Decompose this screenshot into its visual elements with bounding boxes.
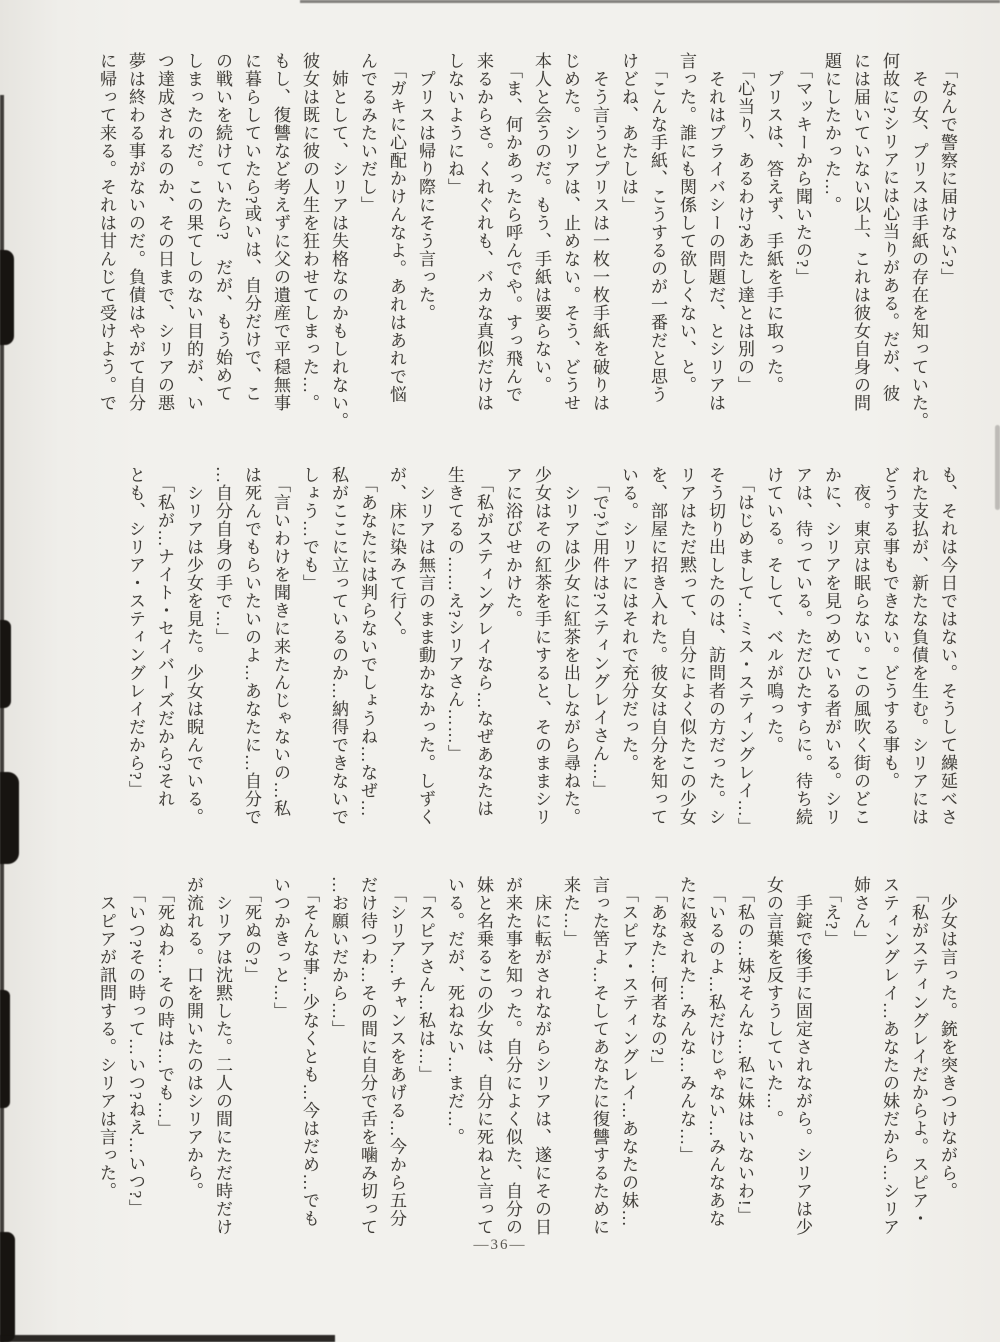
text-column: リアはただ黙って、自分によく似たこの少女 <box>677 466 696 826</box>
text-column: 夜。東京は眠らない。この風吹く街のどこ <box>851 466 870 826</box>
text-column: しまったのだ。この果てしのない目的が、い <box>184 52 203 412</box>
text-column: に暮らしていたら?或いは、自分だけで、こ <box>242 52 261 403</box>
text-column: 「私がスティングレイなら…なぜあなたは <box>474 466 493 818</box>
scan-artifact-blob <box>0 772 19 864</box>
text-column: 「いるのよ…私だけじゃない…みんなあな <box>706 876 725 1228</box>
text-column: とも、シリア・スティングレイだから?」 <box>126 466 145 799</box>
text-column: たに殺された…みんな…みんな…」 <box>677 876 696 1164</box>
text-column: …自分自身の手で…」 <box>213 466 232 646</box>
text-column: 「シリア…チャンスをあげる…今から五分 <box>387 876 406 1228</box>
text-column: けている。そして、ベルが鳴った。 <box>764 466 783 754</box>
text-column: いる。だが、死ねない…まだ…。 <box>445 876 464 1146</box>
text-column: それはプライバシーの問題だ、とシリアは <box>706 52 725 412</box>
text-column: いつかきっと…」 <box>271 876 290 1020</box>
text-column: 少女は言った。銃を突きつけながら。 <box>938 876 957 1200</box>
text-column: 「いつ?その時って…いつ?ねえ…いつ?」 <box>126 876 145 1218</box>
text-column: しないようにね」 <box>445 52 464 196</box>
text-column: シリアは少女を見た。少女は睨んでいる。 <box>184 466 203 826</box>
text-column: 「あなた…何者なの?」 <box>648 876 667 1075</box>
text-column: 夢は終わる事がないのだ。負債はやがて自分 <box>126 52 145 412</box>
text-column: 来るからさ。くれぐれも、バカな真似だけは <box>474 52 493 412</box>
text-column: 「はじめまして…ミス・スティングレイ…」 <box>735 466 754 836</box>
text-column: 「私が…ナイト・セイバーズだから?それ <box>155 466 174 809</box>
text-column: 「死ぬわ…その時は…でも…」 <box>155 876 174 1138</box>
text-column: スティングレイ…あなたの妹だから…シリア <box>880 876 899 1236</box>
text-column: れた支払が、新たな負債を生む。シリアには <box>909 466 928 826</box>
text-column: 「マッキーから聞いたの?」 <box>793 52 812 287</box>
scan-artifact-right-edge <box>995 425 1000 510</box>
scan-artifact-blob <box>0 250 14 345</box>
text-column: 「あなたには判らないでしょうね…なぜ… <box>358 466 377 818</box>
text-column: は死んでもらいたいのよ…あなたに…自分で <box>242 466 261 826</box>
text-column: 「ま、何かあったら呼んでや。すっ飛んで <box>503 52 522 404</box>
text-column: シリアは少女に紅茶を出しながら尋ねた。 <box>561 466 580 826</box>
text-column: けどね、あたしは」 <box>619 52 638 214</box>
text-block-bottom <box>92 876 962 1280</box>
text-column: だけ待つわ…その間に自分で舌を噛み切って <box>358 876 377 1236</box>
text-column: 「私がスティングレイだからよ。スピア・ <box>909 876 928 1228</box>
text-column: シリアは無言のまま動かなかった。しずく <box>416 466 435 826</box>
text-column: 妹と名乗るこの少女は、自分に死ねと言って <box>474 876 493 1236</box>
text-column: アは、待っている。ただひたすらに。待ち続 <box>793 466 812 826</box>
text-column: 床に転がされながらシリアは、遂にその日 <box>532 876 551 1236</box>
text-column: が流れる。口を開いたのはシリアから。 <box>184 876 203 1200</box>
text-column: 生きてるの……え?シリアさん……」 <box>445 466 464 763</box>
scan-artifact-bottom-edge <box>0 1335 335 1342</box>
text-block-top <box>92 52 962 456</box>
text-column: じめた。シリアは、止めない。そう、どうせ <box>561 52 580 412</box>
scan-artifact-blob <box>0 990 10 1108</box>
text-column: そう言うとプリスは一枚一枚手紙を破りは <box>590 52 609 412</box>
text-column: そう切り出したのは、訪問者の方だった。シ <box>706 466 725 826</box>
text-column: つ達成されるのか、その日まで、シリアの悪 <box>155 52 174 412</box>
text-column: 本人と会うのだ。もう、手紙は要らない。 <box>532 52 551 394</box>
text-column: 「スピア・スティングレイ…あなたの妹… <box>619 876 638 1228</box>
text-column: プリスは、答えず、手紙を手に取った。 <box>764 52 783 394</box>
text-column: 「ガキに心配かけんなよ。あれはあれで悩 <box>387 52 406 404</box>
text-column: 言った筈よ…そしてあなたに復讐するために <box>590 876 609 1236</box>
text-column: もし、復讐など考えずに父の遺産で平穏無事 <box>271 52 290 412</box>
text-column: 題にしたかった…。 <box>822 52 841 214</box>
text-column: 「そんな事…少なくとも…今はだめ…でも <box>300 876 319 1228</box>
text-column: 「スピアさん…私は…」 <box>416 876 435 1084</box>
text-column: 私がここに立っているのか…納得できないで <box>329 466 348 826</box>
text-column: 少女はその紅茶を手にすると、そのままシリ <box>532 466 551 826</box>
text-column: には届いていない以上、これは彼女自身の問 <box>851 52 870 412</box>
text-column: 手錠で後手に固定されながら。シリアは少 <box>793 876 812 1236</box>
text-column: が来た事を知った。自分によく似た、自分の <box>503 876 522 1236</box>
text-column: かに、シリアを見つめている者がいる。シリ <box>822 466 841 826</box>
text-column: に帰って来る。それは甘んじて受けよう。で <box>97 52 116 412</box>
text-column: 「なんで警察に届けない?」 <box>938 52 957 287</box>
text-column: 姉として、シリアは失格なのかもしれない。 <box>329 52 348 430</box>
text-column: を、部屋に招き入れた。彼女は自分を知って <box>648 466 667 826</box>
text-column: 彼女は既に彼の人生を狂わせてしまった…。 <box>300 52 319 412</box>
text-column: 「言いわけを聞きに来たんじゃないの…私 <box>271 466 290 818</box>
text-column: んでるみたいだし」 <box>358 52 377 214</box>
text-column: …お願いだから…」 <box>329 876 348 1038</box>
text-column: 言った。誰にも関係して欲しくない、と。 <box>677 52 696 394</box>
text-column: スピアが訊問する。シリアは言った。 <box>97 876 116 1200</box>
page-number: ―36― <box>473 1237 527 1253</box>
text-column: が、床に染みて行く。 <box>387 466 406 646</box>
text-column: 来た…」 <box>561 876 580 948</box>
text-column: 何故に?シリアには心当りがある。だが、彼 <box>880 52 899 403</box>
text-column: 女の言葉を反すうしていた…。 <box>764 876 783 1128</box>
text-column: その女、プリスは手紙の存在を知っていた。 <box>909 52 928 430</box>
text-block-middle <box>121 466 962 870</box>
text-column: 「で?ご用件は?スティングレイさん…」 <box>590 466 609 799</box>
text-column: プリスは帰り際にそう言った。 <box>416 52 435 322</box>
text-column: 「え?」 <box>822 876 841 949</box>
text-column: も、それは今日ではない。そうして繰延べさ <box>938 466 957 826</box>
scan-artifact-top-edge <box>300 0 1000 3</box>
text-column: 姉さん」 <box>851 876 870 948</box>
text-column: どうする事もできない。どうする事も。 <box>880 466 899 790</box>
text-column: しょう…でも」 <box>300 466 319 592</box>
text-column: いる。シリアにはそれで充分だった。 <box>619 466 638 772</box>
text-column: 「私の…妹?そんな…私に妹はいないわ!」 <box>735 876 754 1225</box>
text-column: シリアは沈黙した。二人の間にただ時だけ <box>213 876 232 1236</box>
text-column: 「こんな手紙、こうするのが一番だと思う <box>648 52 667 404</box>
text-column: アに浴びせかけた。 <box>503 466 522 628</box>
text-column: の戦いを続けていたら? だが、もう始めて <box>213 52 232 403</box>
scan-artifact-blob <box>0 620 11 708</box>
text-column: 「死ぬの?」 <box>242 876 261 985</box>
text-column: 「心当り、あるわけ?あたし達とは別の」 <box>735 52 754 395</box>
